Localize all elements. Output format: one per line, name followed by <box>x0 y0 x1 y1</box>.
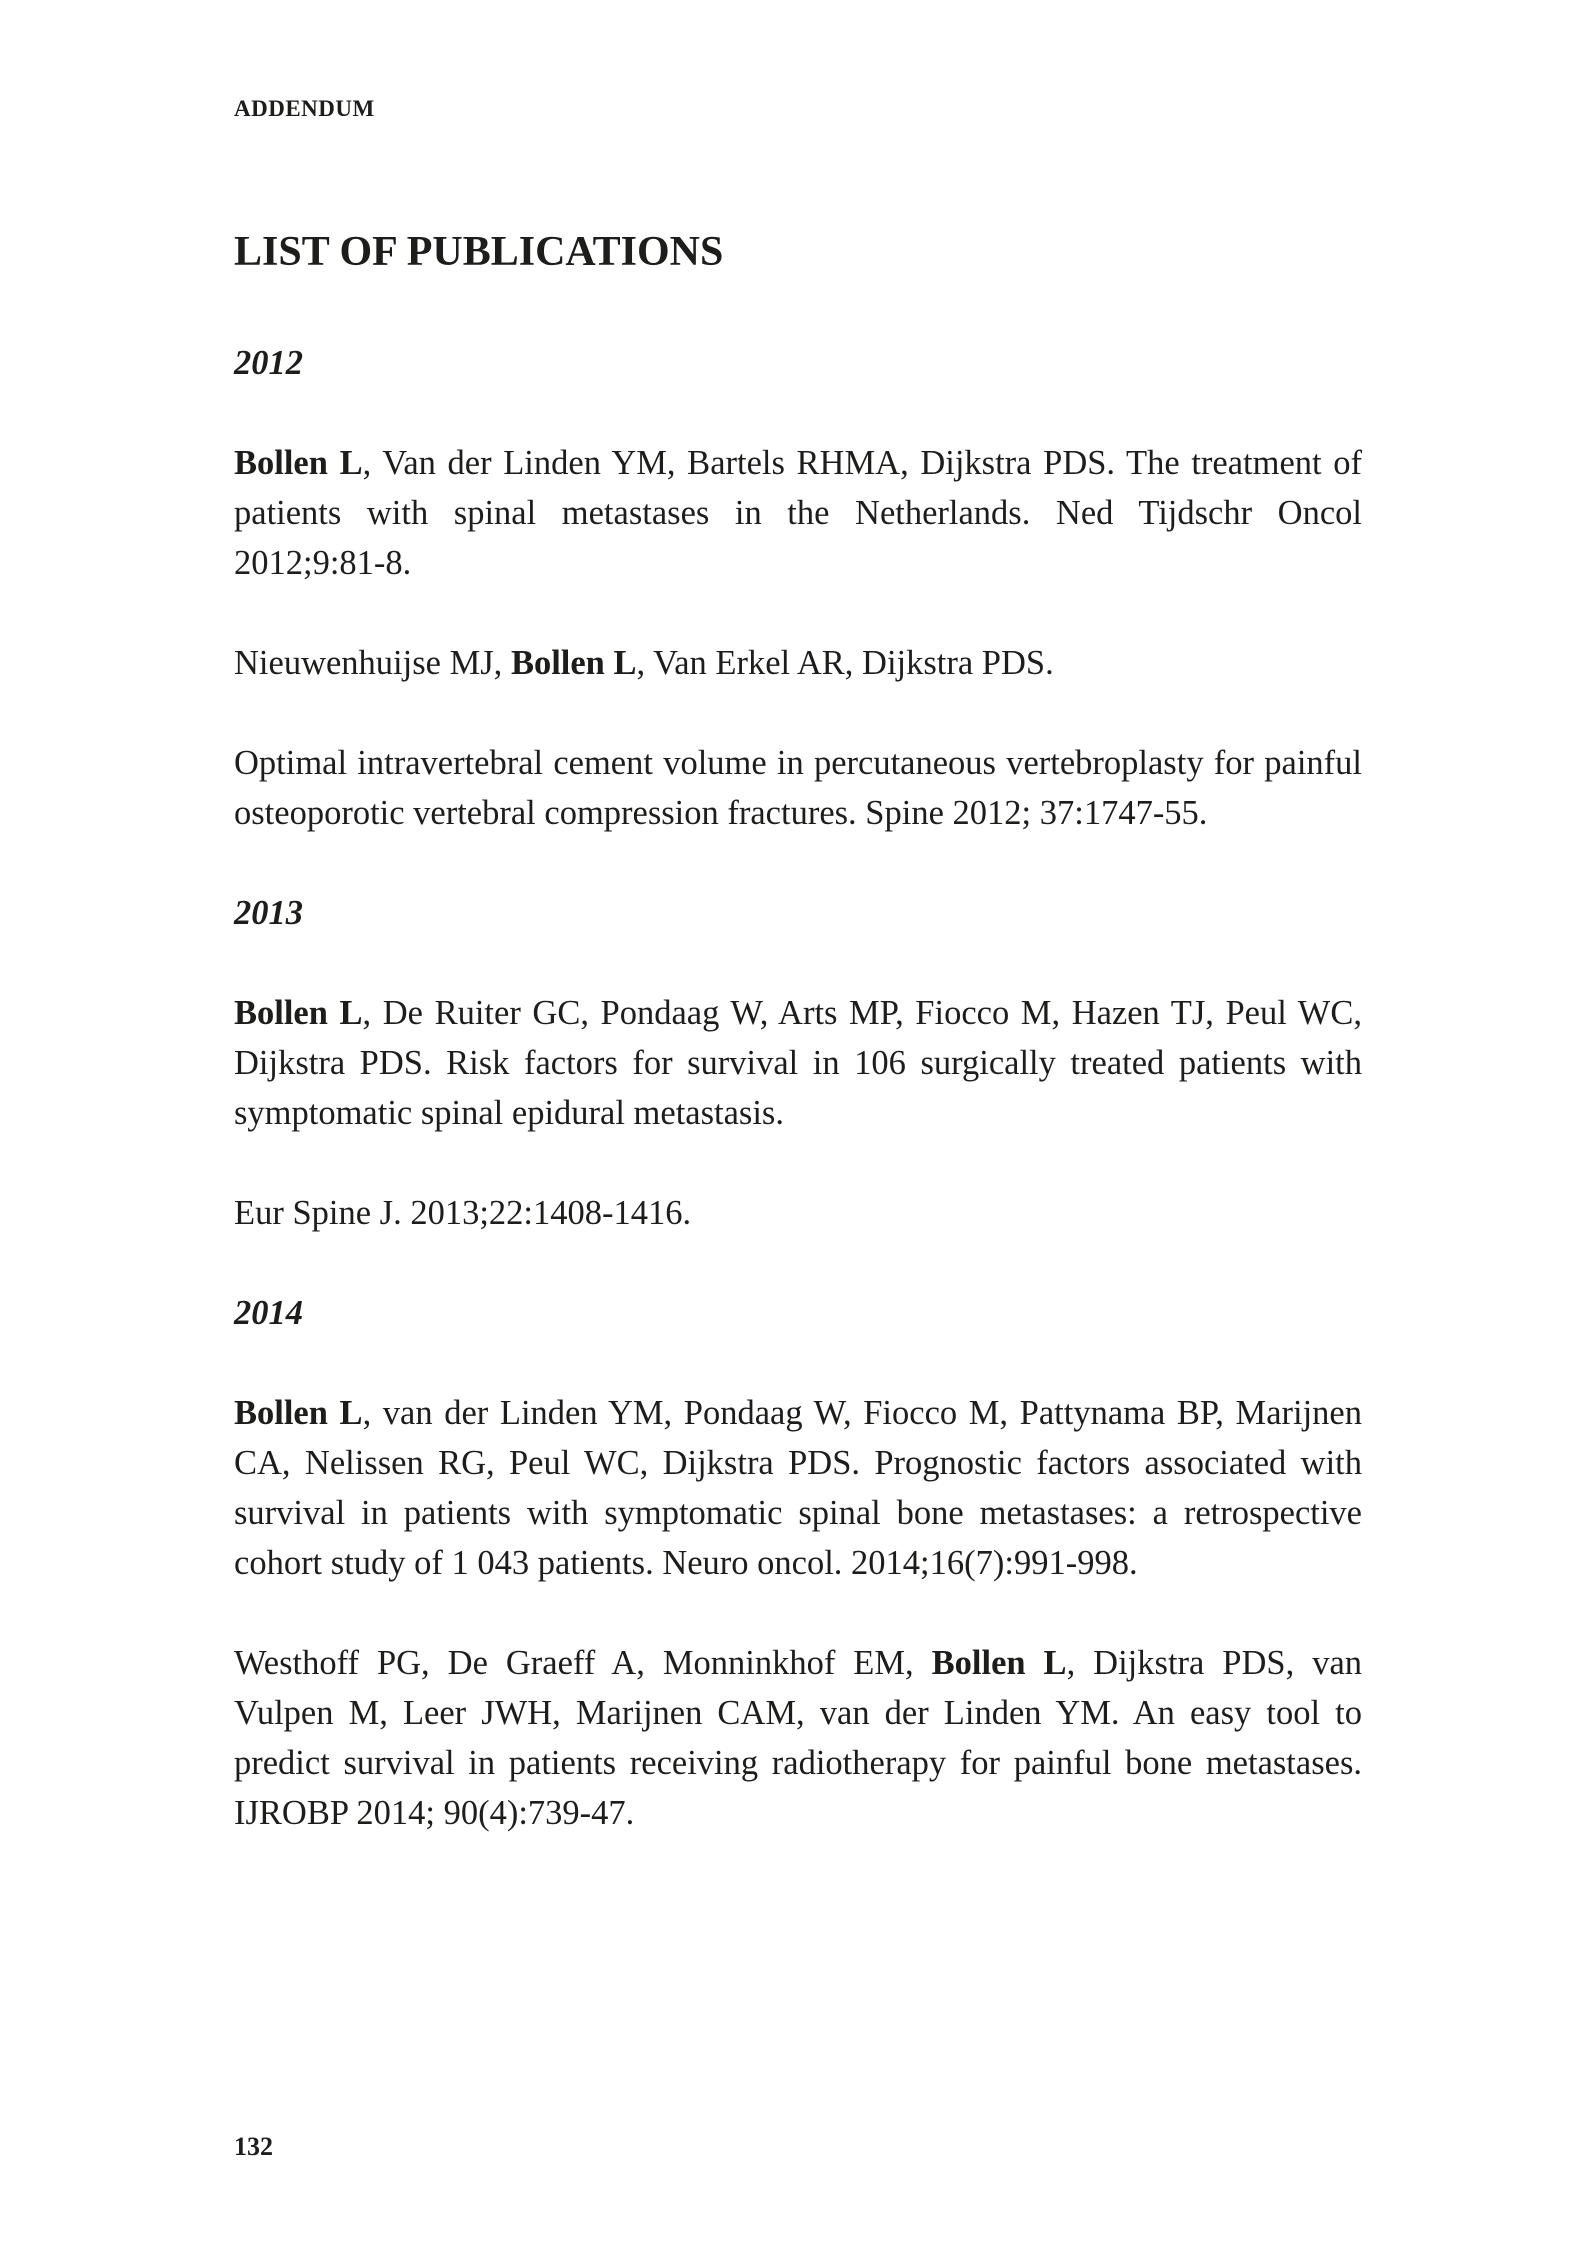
running-head: ADDENDUM <box>234 96 375 121</box>
page-number: 132 <box>234 2132 273 2161</box>
publication-entry: Bollen L, van der Linden YM, Pondaag W, Fiocco M, Pattynama BP, Marijnen CA, Nelissen RG, Peul WC, Dijkstra PDS. Prognostic factors associated with survival in patients with symptomatic spinal bone metastases: a retrospective cohort study of 1 043 patients. Neuro oncol. 2014;16(7):991-998. <box>234 1394 1362 1582</box>
page-title: LIST OF PUBLICATIONS <box>234 229 724 275</box>
publication-entry: Westhoff PG, De Graeff A, Monninkhof EM, Bollen L, Dijkstra PDS, van Vulpen M, Leer JWH, Marijnen CAM, van der Linden YM. An easy tool to predict survival in patients receiving radiotherapy for painful bone metastases. IJROBP 2014; 90(4):739-47. <box>234 1644 1363 1832</box>
publication-entry: Optimal intravertebral cement volume in percutaneous vertebroplasty for painful osteoporotic vertebral compression fractures. Spine 2012; 37:1747-55. <box>234 744 1362 832</box>
year-heading-2013: 2013 <box>234 894 303 932</box>
author-highlight: Bollen L <box>234 444 363 482</box>
publication-entry: Bollen L, Van der Linden YM, Bartels RHMA, Dijkstra PDS. The treatment of patients with spinal metastases in the Netherlands. Ned Tijdschr Oncol 2012;9:81-8. <box>234 444 1362 582</box>
publication-list <box>234 338 1362 1888</box>
year-heading-2012: 2012 <box>234 344 303 382</box>
publication-entry: Bollen L, De Ruiter GC, Pondaag W, Arts MP, Fiocco M, Hazen TJ, Peul WC, Dijkstra PDS. Risk factors for survival in 106 surgically treated patients with symptomatic spinal epidural metastasis. <box>234 994 1362 1132</box>
year-heading-2014: 2014 <box>234 1294 303 1332</box>
author-highlight: Bollen L <box>931 1644 1067 1682</box>
publication-entry: Eur Spine J. 2013;22:1408-1416. <box>234 1194 692 1232</box>
author-highlight: Bollen L <box>510 644 637 682</box>
author-highlight: Bollen L <box>234 1394 363 1432</box>
publication-entry: Nieuwenhuijse MJ, Bollen L, Van Erkel AR, Dijkstra PDS. <box>234 644 1054 682</box>
author-highlight: Bollen L <box>234 994 363 1032</box>
